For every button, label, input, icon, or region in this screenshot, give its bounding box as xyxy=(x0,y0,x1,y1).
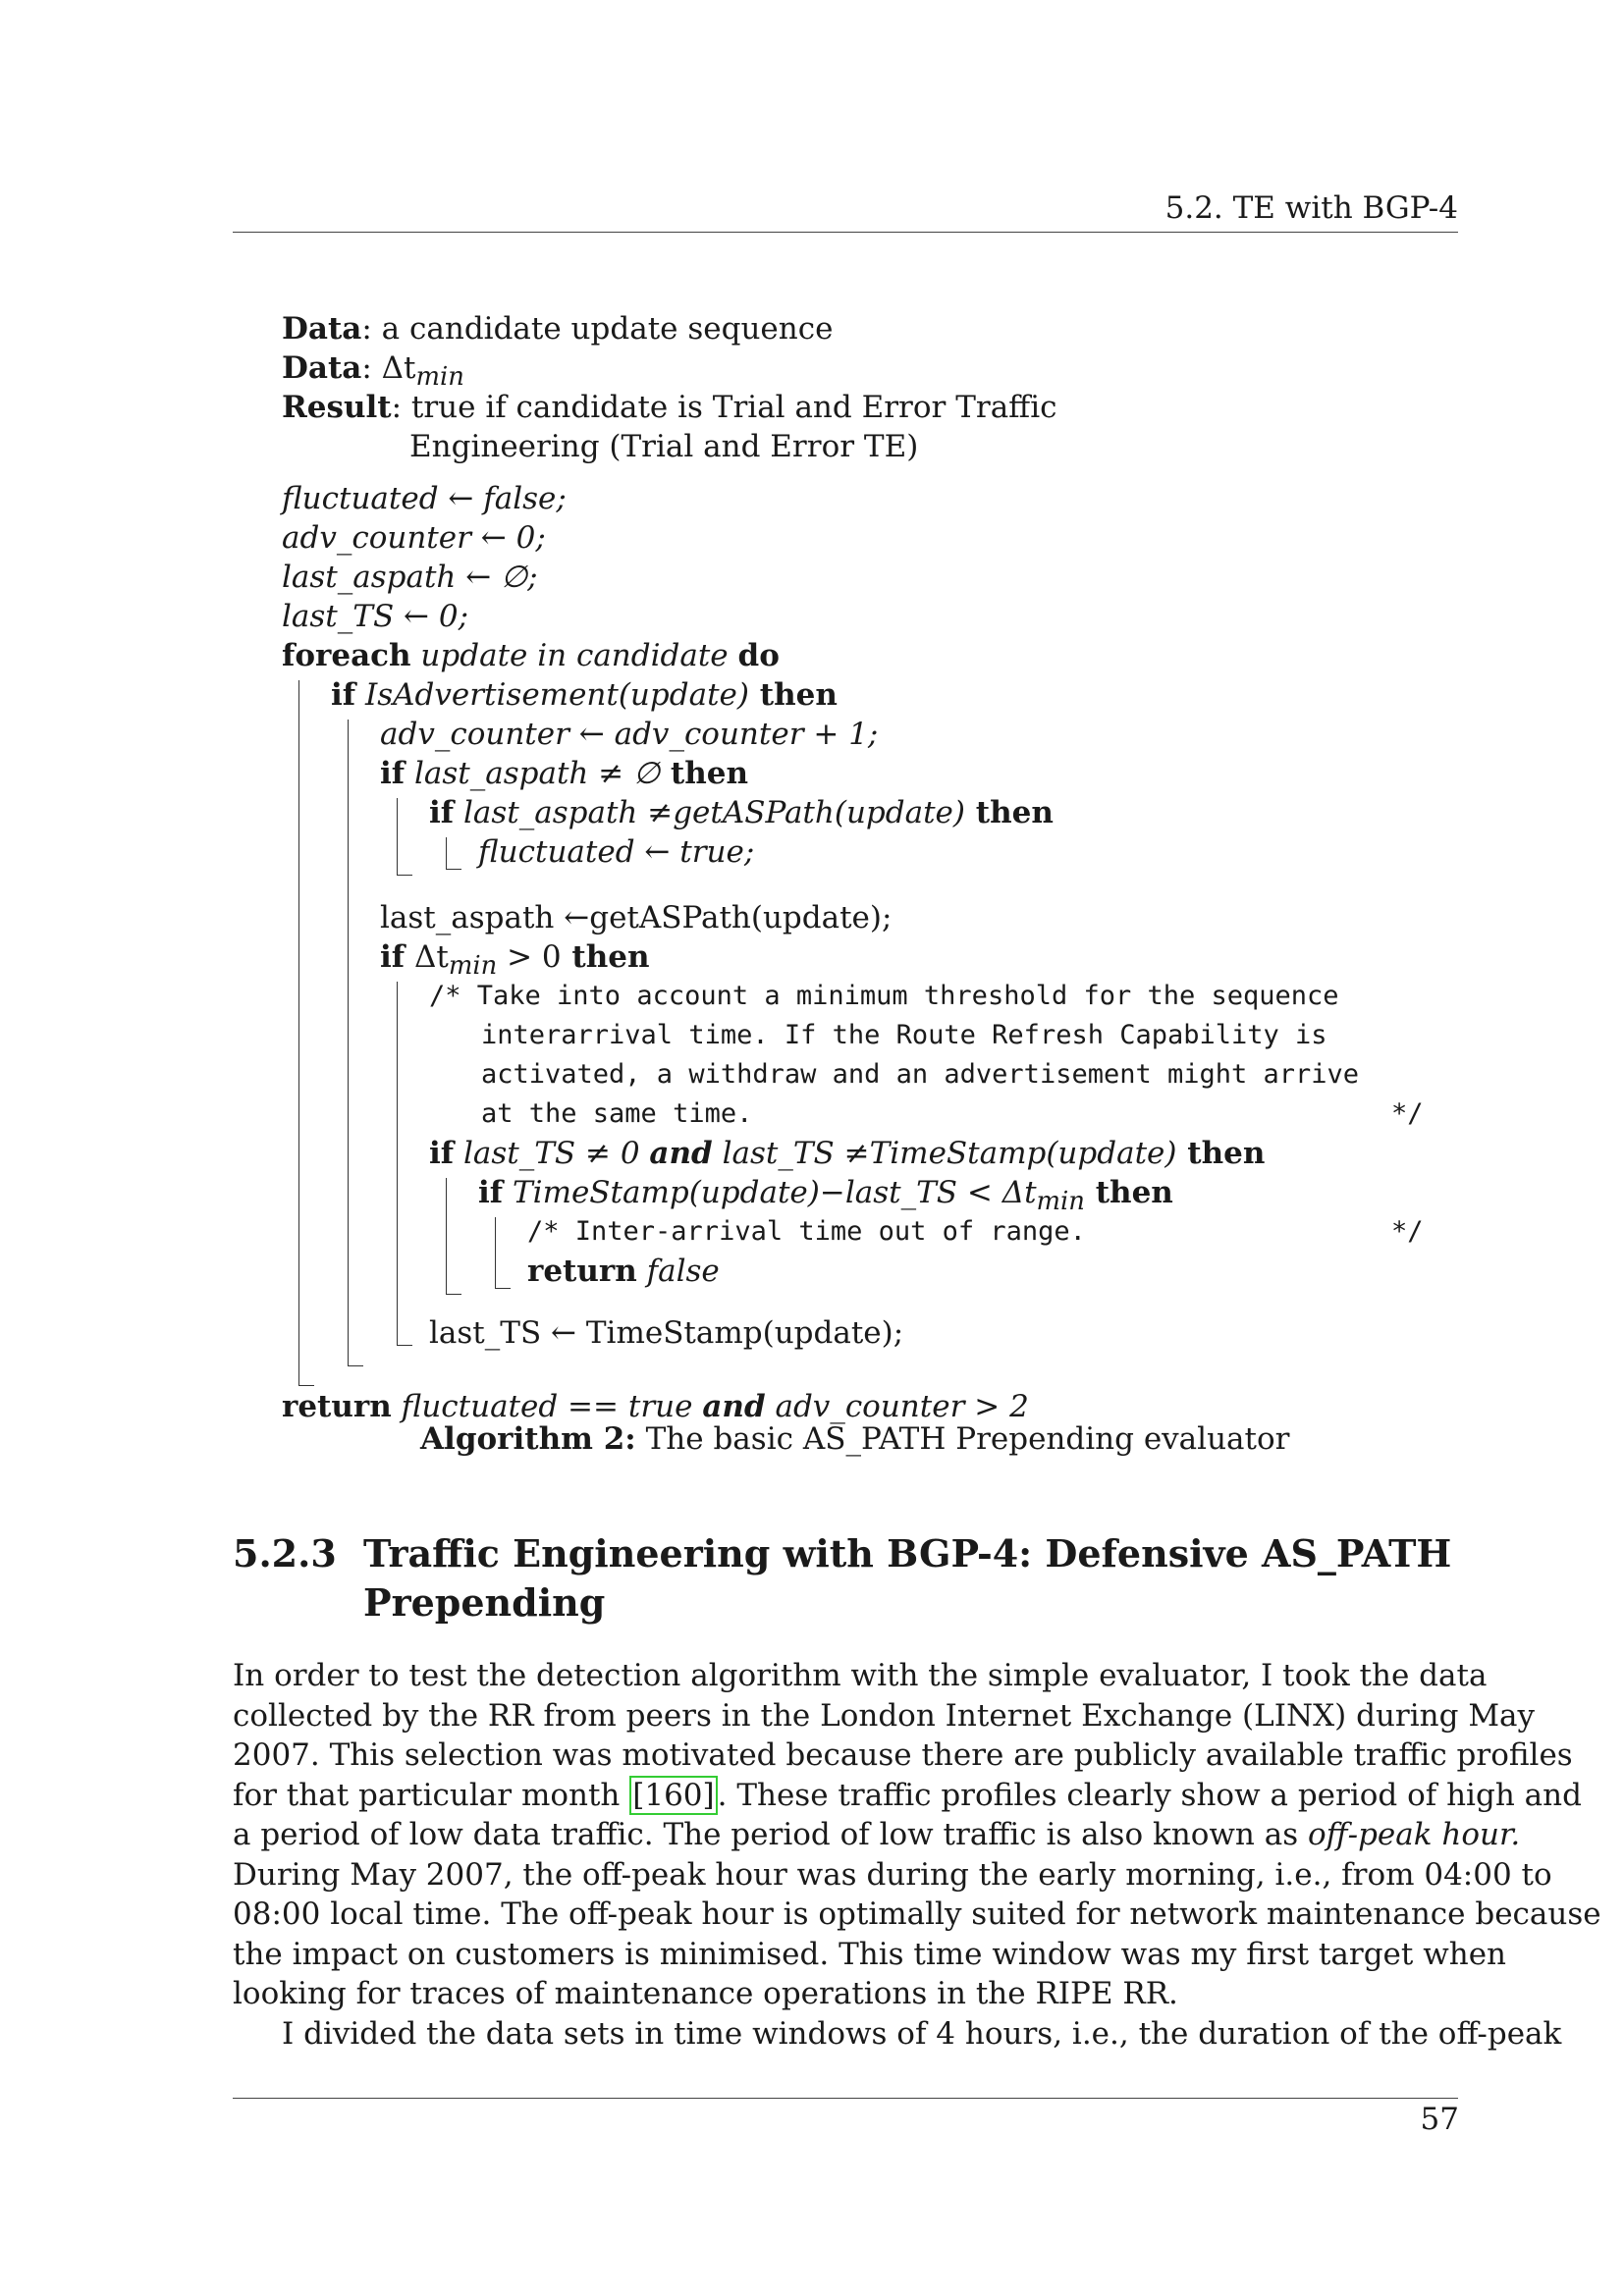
paragraph-line: the impact on customers is minimised. This time window was my first target when xyxy=(233,1936,1507,1972)
algo-comment1-l4: at the same time. xyxy=(481,1098,753,1129)
algo-if-nonempty: if last_aspath ≠ ∅ then xyxy=(380,756,748,791)
algo-if-ia: if TimeStamp(update)−last_TS < $\Delta t_{min}$ then xyxy=(478,1175,1173,1217)
algo-result-line-2: Engineering (Trial and Error TE) xyxy=(409,429,919,464)
algo-set-aspath: last_aspath ←getASPath(update); xyxy=(380,900,893,935)
running-title: 5.2. TE with BGP-4 xyxy=(1164,190,1458,226)
algo-comment1-end: */ xyxy=(1391,1098,1424,1129)
algo-init-3: last_aspath ← ∅; xyxy=(282,560,538,595)
block-line-if-nonempty xyxy=(397,798,398,875)
block-end-if-changed xyxy=(446,869,461,870)
citation-link[interactable]: [160] xyxy=(629,1776,717,1815)
algo-data-line-1: Data: a candidate update sequence xyxy=(282,311,834,347)
section-title-line-1: Traffic Engineering with BGP-4: Defensive AS_PATH xyxy=(363,1531,1452,1575)
algo-result-line-1: Result: true if candidate is Trial and Error Traffic xyxy=(282,390,1057,425)
algo-set-ts: last_TS ← TimeStamp(update); xyxy=(429,1315,904,1351)
algo-init-1: fluctuated ← false; xyxy=(282,481,567,516)
algo-comment1-l3: activated, a withdraw and an advertisement might arrive xyxy=(481,1059,1360,1090)
block-end-foreach xyxy=(298,1385,314,1386)
page-number: 57 xyxy=(1420,2102,1459,2137)
algo-comment1-l2: interarrival time. If the Route Refresh Capability is xyxy=(481,1020,1327,1050)
section-title-line-2: Prepending xyxy=(363,1580,606,1625)
algo-foreach: foreach update in candidate do xyxy=(282,638,780,673)
algo-if-dt: if $\Delta t_{min} > 0$ then xyxy=(380,939,650,982)
section-number: 5.2.3 xyxy=(233,1531,337,1575)
block-end-if-ia xyxy=(495,1288,511,1289)
algo-comment1-l1: /* Take into account a minimum threshold for the sequence xyxy=(429,981,1339,1011)
block-line-foreach xyxy=(298,680,299,1385)
paragraph-2 xyxy=(282,2014,1562,2055)
algo-data-line-2: Data: $\Delta t_{min}$ xyxy=(282,350,464,393)
paragraph-1 xyxy=(233,1656,1601,2014)
block-line-if-changed xyxy=(446,837,447,869)
algo-comment2: /* Inter-arrival time out of range. xyxy=(527,1216,1086,1247)
algorithm-caption: Algorithm 2: The basic AS_PATH Prepending evaluator xyxy=(420,1421,1290,1457)
block-end-if-ts xyxy=(446,1294,461,1295)
algo-adv-inc: adv_counter ← adv_counter + 1; xyxy=(380,717,879,752)
block-end-if-nonempty xyxy=(397,875,412,876)
block-line-if-ia xyxy=(495,1217,496,1288)
algo-if-ts: if last_TS ≠ 0 and last_TS ≠TimeStamp(update) then xyxy=(429,1136,1266,1171)
paragraph-line: 2007. This selection was motivated because there are publicly available traffic profiles xyxy=(233,1737,1573,1773)
block-line-if-ts xyxy=(446,1178,447,1294)
algo-set-fluct: fluctuated ← true; xyxy=(478,834,755,870)
paragraph-line: a period of low data traffic. The period of low traffic is also known as off-peak hour. xyxy=(233,1817,1521,1852)
block-end-if-isadv xyxy=(348,1365,363,1366)
algo-return-false: return false xyxy=(527,1254,720,1289)
paragraph-line: I divided the data sets in time windows of 4 hours, i.e., the duration of the off-peak xyxy=(282,2016,1562,2052)
algo-if-isadv: if IsAdvertisement(update) then xyxy=(331,677,838,713)
paragraph-line: In order to test the detection algorithm with the simple evaluator, I took the data xyxy=(233,1658,1488,1693)
block-line-if-isadv xyxy=(348,720,349,1365)
running-header xyxy=(233,188,1458,233)
paragraph-line: for that particular month [160]. These traffic profiles clearly show a period of high and xyxy=(233,1777,1582,1813)
block-end-if-dt xyxy=(397,1345,412,1346)
paragraph-line: During May 2007, the off-peak hour was during the early morning, i.e., from 04:00 to xyxy=(233,1856,1552,1893)
algo-final-return: return fluctuated == true and adv_counter > 2 xyxy=(282,1389,1029,1424)
paragraph-line: 08:00 local time. The off-peak hour is optimally suited for network maintenance because xyxy=(233,1896,1601,1932)
algo-if-changed: if last_aspath ≠getASPath(update) then xyxy=(429,795,1054,830)
algo-init-2: adv_counter ← 0; xyxy=(282,520,546,556)
paragraph-line: looking for traces of maintenance operations in the RIPE RR. xyxy=(233,1976,1178,2011)
paragraph-line: collected by the RR from peers in the London Internet Exchange (LINX) during May xyxy=(233,1697,1536,1734)
footer-rule xyxy=(233,2098,1458,2099)
algo-init-4: last_TS ← 0; xyxy=(282,599,469,634)
algo-comment2-end: */ xyxy=(1391,1216,1424,1247)
block-line-if-dt xyxy=(397,982,398,1345)
